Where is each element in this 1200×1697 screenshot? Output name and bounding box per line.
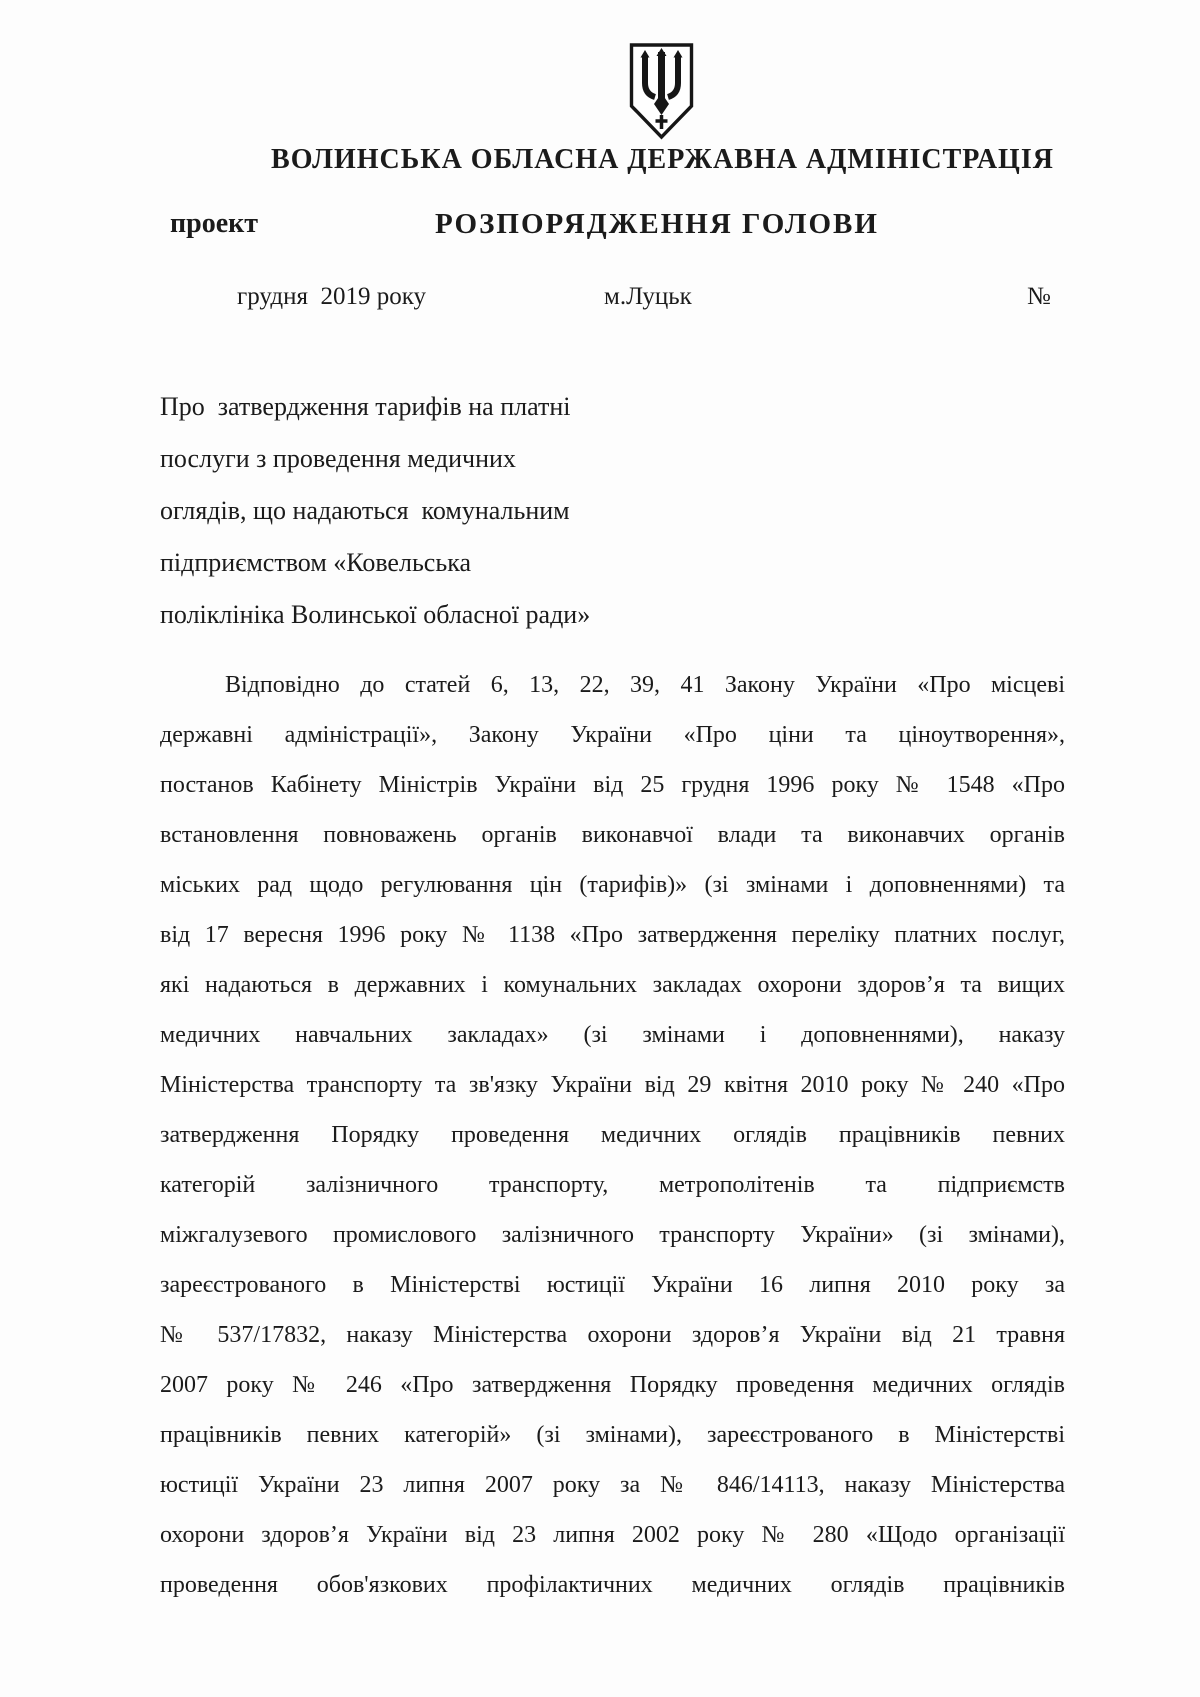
doc-type-row bbox=[160, 208, 1065, 248]
body-line: постанов Кабінету Міністрів України від 25 грудня 1996 року № 1548 «Про bbox=[160, 772, 1065, 798]
body-line: медичних навчальних закладах» (зі змінами і доповненнями), наказу bbox=[160, 1022, 1065, 1048]
body-line: працівників певних категорій» (зі змінами), зареєстрованого в Міністерстві bbox=[160, 1422, 1065, 1448]
body-paragraph bbox=[160, 660, 1065, 1610]
subject-line: оглядів, що надаються комунальним bbox=[160, 496, 570, 525]
body-line: 2007 року № 246 «Про затвердження Порядку проведення медичних оглядів bbox=[160, 1372, 1065, 1398]
body-line: № 537/17832, наказу Міністерства охорони здоров’я України від 21 травня bbox=[160, 1322, 1065, 1348]
ukraine-trident-emblem-icon bbox=[628, 43, 695, 140]
subject-line: поліклініка Волинської обласної ради» bbox=[160, 600, 591, 629]
date-text: грудня 2019 року bbox=[237, 283, 426, 310]
body-line: Міністерства транспорту та зв'язку України від 29 квітня 2010 року № 240 «Про bbox=[160, 1072, 1065, 1098]
body-line: державні адміністрації», Закону України «Про ціни та ціноутворення», bbox=[160, 722, 1065, 748]
body-line: встановлення повноважень органів виконавчої влади та виконавчих органів bbox=[160, 822, 1065, 848]
doc-type-title: РОЗПОРЯДЖЕННЯ ГОЛОВИ bbox=[435, 208, 879, 240]
place-text: м.Луцьк bbox=[604, 283, 692, 310]
body-line: від 17 вересня 1996 року № 1138 «Про затвердження переліку платних послуг, bbox=[160, 922, 1065, 948]
body-line: Відповідно до статей 6, 13, 22, 39, 41 Закону України «Про місцеві bbox=[225, 672, 1065, 698]
body-line: міжгалузевого промислового залізничного транспорту України» (зі змінами), bbox=[160, 1222, 1065, 1248]
body-line: які надаються в державних і комунальних закладах охорони здоров’я та вищих bbox=[160, 972, 1065, 998]
number-sign: № bbox=[1027, 283, 1051, 310]
date-place-number-row bbox=[160, 283, 1065, 317]
body-line: охорони здоров’я України від 23 липня 2002 року № 280 «Щодо організації bbox=[160, 1522, 1065, 1548]
body-line: міських рад щодо регулювання цін (тарифів)» (зі змінами і доповненнями) та bbox=[160, 872, 1065, 898]
subject-line: підприємством «Ковельська bbox=[160, 548, 471, 577]
subject-line: послуги з проведення медичних bbox=[160, 444, 516, 473]
body-line: категорій залізничного транспорту, метрополітенів та підприємств bbox=[160, 1172, 1065, 1198]
org-name-heading: ВОЛИНСЬКА ОБЛАСНА ДЕРЖАВНА АДМІНІСТРАЦІЯ bbox=[271, 144, 1054, 175]
subject-line: Про затвердження тарифів на платні bbox=[160, 392, 571, 421]
body-line: проведення обов'язкових профілактичних медичних оглядів працівників bbox=[160, 1572, 1065, 1598]
subject-block bbox=[160, 381, 680, 641]
body-line: юстиції України 23 липня 2007 року за № 846/14113, наказу Міністерства bbox=[160, 1472, 1065, 1498]
draft-label: проект bbox=[170, 208, 259, 239]
body-line: зареєстрованого в Міністерстві юстиції України 16 липня 2010 року за bbox=[160, 1272, 1065, 1298]
body-line: затвердження Порядку проведення медичних оглядів працівників певних bbox=[160, 1122, 1065, 1148]
